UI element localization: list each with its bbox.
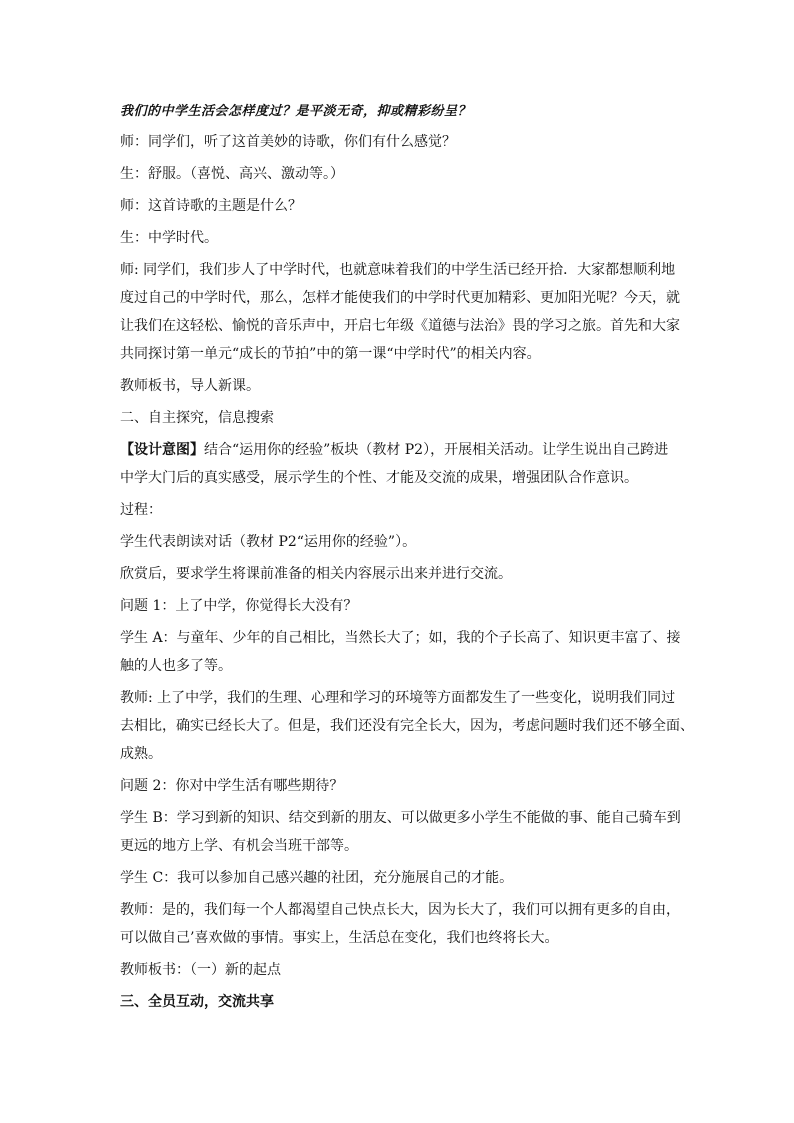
paragraph-line: 学生 C：我可以参加自己感兴趣的社团，充分施展自己的才能。: [120, 870, 514, 886]
paragraph: [120, 160, 680, 188]
section-three-heading: 三、全员互动，交流共享: [120, 994, 274, 1010]
paragraph: [120, 560, 680, 588]
paragraph-line: 师：这首诗歌的主题是什么？: [120, 198, 302, 214]
paragraph-line: 师：同学们，听了这首美妙的诗歌，你们有什么感觉？: [120, 134, 456, 150]
paragraph: [120, 496, 680, 524]
paragraph: [120, 624, 680, 680]
paragraph-line: 生：中学时代。: [120, 230, 218, 246]
paragraph-line: 学生 B：学习到新的知识、结交到新的朋友、可以做更多小学生不能做的事、能自己骑车到: [120, 810, 681, 826]
paragraph: [120, 896, 680, 952]
paragraph-line: 教师板书：（一）新的起点: [120, 962, 281, 978]
paragraph-line: 过程：: [120, 502, 162, 518]
paragraph: [120, 804, 680, 860]
paragraph-line: 教师：是的，我们每一个人都渴望自己快点长大，因为长大了，我们可以拥有更多的自由，: [120, 902, 680, 918]
design-intent-label: 【设计意图】: [120, 442, 204, 458]
paragraph-line: 成熟。: [120, 746, 162, 762]
design-intent-text: 结合“运用你的经验”板块（教材 P2），开展相关活动。让学生说出自己跨进: [204, 442, 669, 458]
paragraph-line: 问题 1：上了中学，你觉得长大没有？: [120, 598, 358, 614]
paragraph: [120, 592, 680, 620]
paragraph-line: 教师: 上了中学，我们的生理、心理和学习的环境等方面都发生了一些变化，说明我们同过: [120, 690, 676, 706]
design-intent-paragraph: [120, 436, 680, 492]
paragraph-line: 更远的地方上学、有机会当班干部等。: [120, 838, 358, 854]
paragraph: [120, 404, 680, 432]
paragraph: [120, 128, 680, 156]
paragraph-line: 欣赏后，要求学生将课前准备的相关内容展示出来并进行交流。: [120, 566, 512, 582]
document-body: [120, 100, 694, 1016]
paragraph-line: 二、自主探究，信息搜索: [120, 410, 274, 426]
paragraph: [120, 528, 680, 556]
paragraph: [120, 772, 680, 800]
paragraph: [120, 956, 680, 984]
paragraph: [120, 256, 680, 368]
paragraph: [120, 864, 680, 892]
paragraph: [120, 224, 680, 252]
paragraph-line: 可以做自己’喜欢做的事情。事实上，生活总在变化，我们也终将长大。: [120, 930, 559, 946]
paragraph-line: 度过自己的中学时代，那么，怎样才能使我们的中学时代更加精彩、更加阳光呢？今天，就: [120, 290, 680, 306]
paragraph: [120, 372, 680, 400]
intro-poem-line: 我们的中学生活会怎样度过？是平淡无奇，抑或精彩纷呈？: [120, 104, 472, 119]
paragraph-line: 让我们在这轻松、愉悦的音乐声中，开启七年级《道德与法治》畏的学习之旅。首先和大家: [120, 318, 680, 334]
paragraph: [120, 192, 680, 220]
design-intent-line-2: 中学大门后的真实感受，展示学生的个性、才能及交流的成果，增强团队合作意识。: [120, 470, 638, 486]
paragraph-line: 触的人也多了等。: [120, 658, 232, 674]
paragraph-line: 学生代表朗读对话（教材 P2“运用你的经验”）。: [120, 534, 417, 550]
paragraph: [120, 684, 694, 768]
design-intent-line-1: [120, 436, 680, 464]
paragraph-line: 学生 A：与童年、少年的自己相比，当然长大了；如，我的个子长高了、知识更丰富了、接: [120, 630, 681, 646]
paragraph-line: 去相比，确实已经长大了。但是，我们还没有完全长大，因为，考虑问题时我们还不够全面、: [120, 718, 694, 734]
paragraph-line: 生：舒服。（喜悦、高兴、激动等。）: [120, 166, 344, 182]
paragraph-line: 共同探讨第一单元“成长的节拍”中的第一课“中学时代”的相关内容。: [120, 346, 541, 362]
paragraph-line: 师: 同学们，我们步人了中学时代，也就意味着我们的中学生活已经开拾．大家都想顺利地: [120, 262, 676, 278]
paragraph-line: 问题 2：你对中学生活有哪些期待？: [120, 778, 344, 794]
paragraph-line: 教师板书，导人新课。: [120, 378, 260, 394]
